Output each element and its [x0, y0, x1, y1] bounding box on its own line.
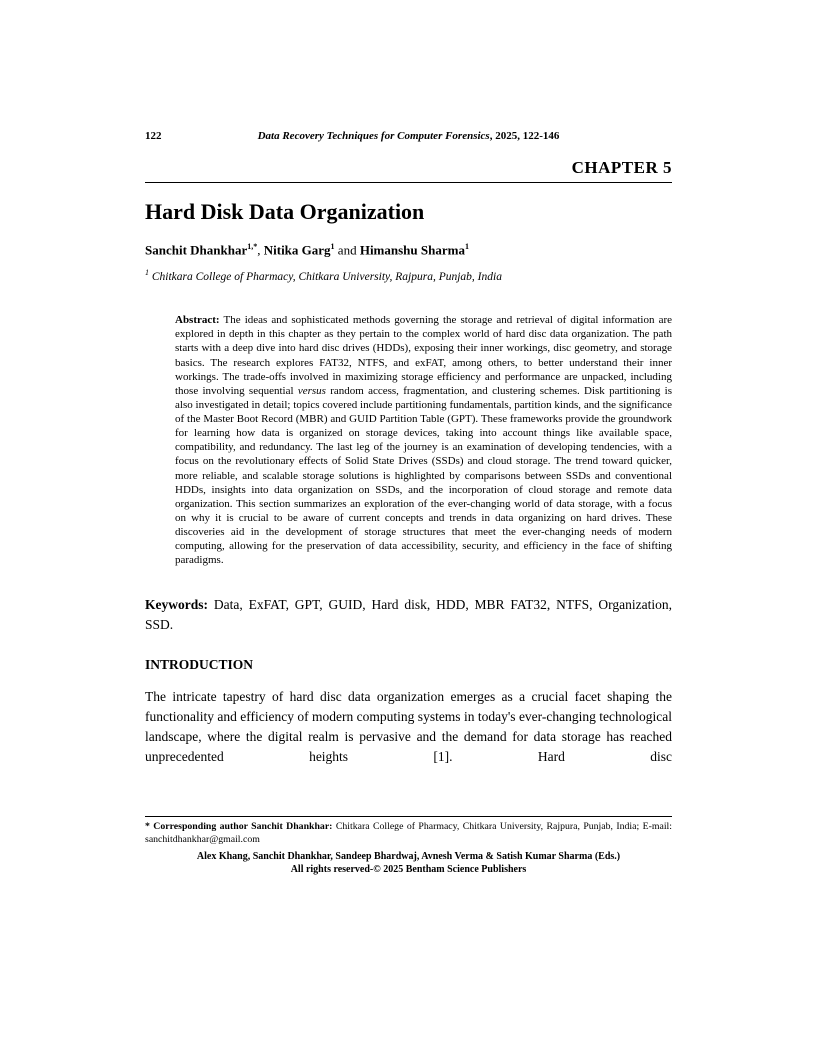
- running-head: [145, 130, 672, 142]
- abstract-label: Abstract:: [175, 314, 220, 327]
- chapter-rule: [145, 182, 672, 183]
- author-3: Himanshu Sharma: [359, 242, 465, 258]
- footer-copyright-line: All rights reserved-© 2025 Bentham Science Publishers: [290, 863, 527, 875]
- chapter-label: CHAPTER 5: [571, 158, 672, 177]
- running-head-title: Data Recovery Techniques for Computer Forensics: [257, 130, 490, 142]
- page-number: 122: [145, 130, 162, 142]
- author-1: Sanchit Dhankhar: [145, 242, 248, 258]
- footnote-marker: *: [145, 821, 150, 832]
- byline-separator-2: and: [334, 242, 360, 258]
- introduction-paragraph: The intricate tapestry of hard disc data organization emerges as a crucial facet shaping the functionality and efficiency of modern computing systems in today's ever-changing technological landscape, where the digital realm is pervasive and the demand for data storage has reached unprecedented heights [1]. Hard disc: [145, 688, 672, 765]
- affiliation-mark: 1: [145, 268, 149, 278]
- abstract-text-part2: random access, fragmentation, and clustering schemes. Disk partitioning is also investigated in detail; topics covered include partitioning fundamentals, partition kinds, and the significance of the Master Boot Record (MBR) and GUID Partition Table (GPT). These frameworks provide the groundwork for learning how data is organized on storage devices, taking into account things like available space, compatibility, and redundancy. The last leg of the journey is an examination of developing tendencies, with a focus on the revolutionary effects of Solid State Drives (SSDs) and cloud storage. The trend toward quicker, more reliable, and scalable storage solutions is highlighted by comparisons between SSDs and conventional HDDs, insights into data organization on SSDs, and the incorporation of cloud storage and remote data organization. This section summarizes an exploration of the ever-changing world of data storage, with a focus on why it is crucial to be aware of current concepts and trends in data organizing on hard drives. These discoveries aid in the development of storage structures that meet the ever-changing needs of modern computing, allowing for the preservation of data accessibility, security, and efficiency in the face of shifting paradigms.: [175, 384, 673, 567]
- corresponding-author-footnote: [145, 816, 672, 846]
- byline-separator-1: ,: [257, 242, 264, 258]
- byline: [145, 242, 672, 258]
- running-head-pages: , 2025, 122-146: [489, 130, 560, 142]
- page-footer: [145, 851, 672, 876]
- author-1-affil-mark: 1,*: [247, 242, 258, 251]
- abstract-italic-word: versus: [297, 384, 326, 397]
- author-2-affil-mark: 1: [330, 242, 335, 251]
- keywords-label: Keywords:: [145, 597, 208, 613]
- keywords-block: [145, 595, 672, 634]
- abstract-block: [175, 313, 672, 567]
- affiliation: [145, 268, 672, 283]
- abstract-text-part1: The ideas and sophisticated methods governing the storage and retrieval of digital information are explored in depth in this chapter as they pertain to the complex world of hard disc data organization. The path starts with a deep dive into hard disc drives (HDDs), exposing their inner workings, disc geometry, and storage basics. The research explores FAT32, NTFS, and exFAT, among others, to better understand their inner workings. The trade-offs involved in maximizing storage efficiency and performance are unpacked, including those involving sequential: [175, 314, 672, 397]
- footnote-bold-text: Corresponding author Sanchit Dhankhar:: [149, 821, 333, 832]
- author-2: Nitika Garg: [263, 242, 331, 258]
- author-3-affil-mark: 1: [464, 242, 469, 251]
- section-heading-introduction: INTRODUCTION: [145, 656, 254, 672]
- running-header: [145, 130, 672, 146]
- keywords-text: Data, ExFAT, GPT, GUID, Hard disk, HDD, MBR FAT32, NTFS, Organization, SSD.: [145, 597, 672, 632]
- footnote-text: Chitkara College of Pharmacy, Chitkara University, Rajpura, Punjab, India; E-mail: sanchitdhankhar@gmail.com: [145, 821, 672, 845]
- article-title: Hard Disk Data Organization: [145, 199, 425, 224]
- affiliation-text: Chitkara College of Pharmacy, Chitkara University, Rajpura, Punjab, India: [149, 271, 502, 284]
- footer-editors-line: Alex Khang, Sanchit Dhankhar, Sandeep Bhardwaj, Avnesh Verma & Satish Kumar Sharma (Eds.): [196, 851, 621, 862]
